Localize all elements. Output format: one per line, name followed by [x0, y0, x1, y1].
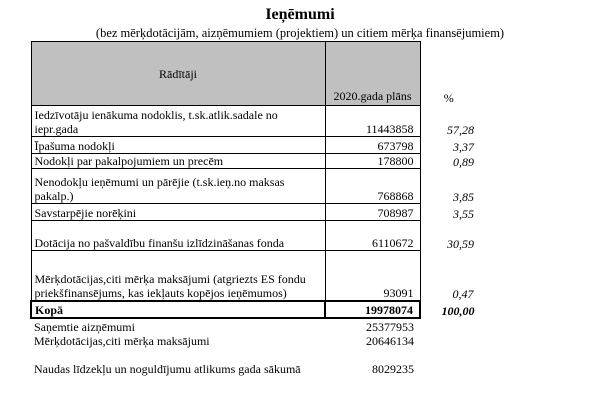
extra-value: 20646134 — [366, 334, 414, 348]
row-value: 93091 — [325, 251, 420, 302]
total-name: Kopā — [31, 301, 325, 318]
extra-row — [31, 318, 479, 334]
row-name: Mērķdotācijas,citi mērķa maksājumi (atgriezts ES fondu priekšfinansējums, kas iekļauts kopējos ieņēmumos) — [31, 251, 325, 302]
header-value: 2020.gada plāns — [325, 42, 420, 106]
row-name: Nodokļi par pakalpojumiem un precēm — [31, 154, 325, 169]
row-value: 11443858 — [325, 106, 420, 137]
row-value: 673798 — [325, 137, 420, 154]
extra-name: Mērķdotācijas,citi mērķa maksājumi — [34, 334, 210, 348]
table-row — [31, 137, 479, 154]
extra-name: Naudas līdzekļu un noguldījumu atlikums gada sākumā — [34, 362, 301, 376]
total-percent: 100,00 — [441, 304, 475, 318]
extra-value: 25377953 — [366, 320, 414, 334]
page-title: Ieņēmumi — [265, 6, 335, 23]
extra-name: Saņemtie aizņēmumi — [34, 320, 135, 334]
row-value: 768868 — [325, 169, 420, 204]
row-name: Iedzīvotāju ienākuma nodoklis, t.sk.atlik.sadale no iepr.gada — [31, 106, 325, 137]
table-row — [31, 154, 479, 169]
row-name: Nenodokļu ieņēmumi un pārējie (t.sk.ieņ.no maksas pakalp.) — [31, 169, 325, 204]
row-percent: 0,47 — [452, 287, 474, 301]
table-header-row — [31, 42, 479, 106]
table-row — [31, 204, 479, 221]
table-row — [31, 169, 479, 204]
row-name: Īpašuma nodokļi — [31, 137, 325, 154]
row-percent: 30,59 — [447, 236, 474, 251]
row-value: 708987 — [325, 204, 420, 221]
table-row — [31, 251, 479, 302]
table-row — [31, 106, 479, 137]
header-percent: % — [443, 90, 454, 105]
revenue-table — [30, 41, 480, 376]
row-percent: 3,85 — [453, 189, 474, 204]
row-percent: 57,28 — [447, 122, 474, 137]
row-name: Dotācija no pašvaldību finanšu izlīdzināšanas fonda — [31, 221, 325, 251]
extra-row — [31, 334, 479, 348]
extra-value: 8029235 — [372, 362, 414, 376]
extra-row — [31, 348, 479, 376]
table-row — [31, 221, 479, 251]
row-percent: 3,55 — [453, 206, 474, 221]
row-value: 6110672 — [325, 221, 420, 251]
row-percent: 0,89 — [453, 154, 474, 169]
total-value: 19978074 — [325, 301, 420, 318]
row-name: Savstarpējie norēķini — [31, 204, 325, 221]
total-row — [31, 301, 479, 318]
row-value: 178800 — [325, 154, 420, 169]
row-percent: 3,37 — [453, 139, 474, 154]
header-name: Rādītāji — [31, 42, 325, 106]
page-subtitle: (bez mērķdotācijām, aizņēmumiem (projektiem) un citiem mērķa finansējumiem) — [95, 26, 505, 40]
